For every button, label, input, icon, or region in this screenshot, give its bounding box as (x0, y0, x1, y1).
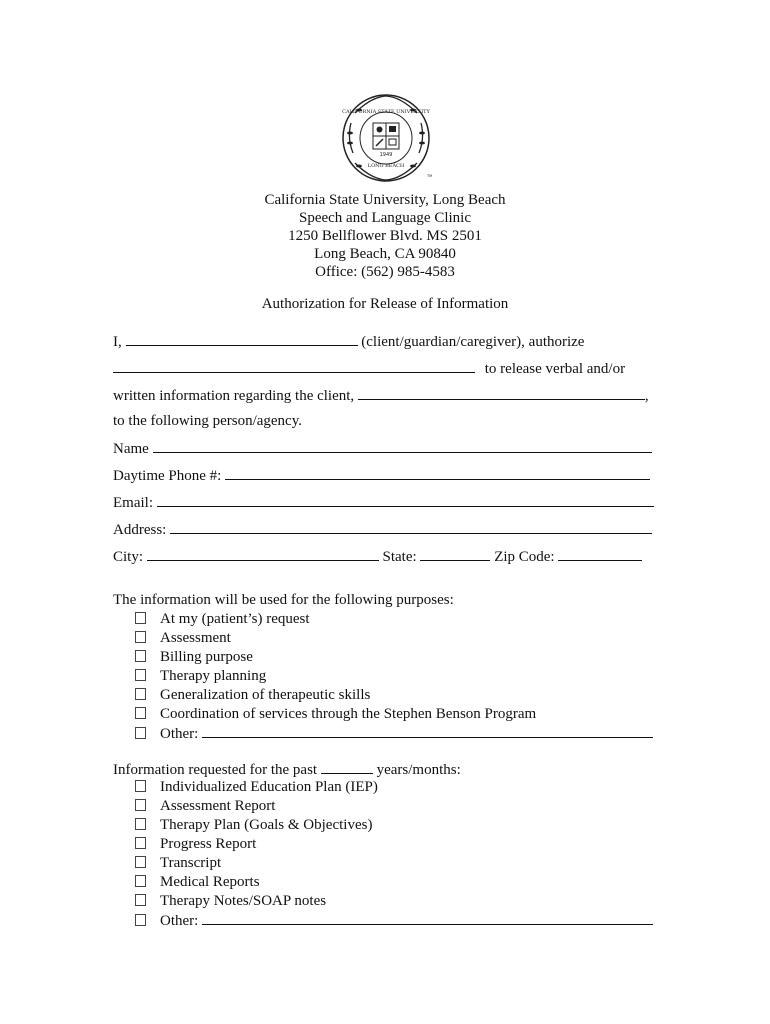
requested-checkbox[interactable] (135, 799, 146, 811)
requested-item (135, 854, 221, 872)
requested-checkbox[interactable] (135, 856, 146, 868)
purpose-checkbox[interactable] (135, 688, 146, 700)
requested-label: Progress Report (160, 836, 257, 852)
release-suffix: to release verbal and/or (484, 361, 626, 377)
requested-label: Therapy Plan (Goals & Objectives) (160, 817, 373, 833)
authorize-prefix: I, (113, 334, 122, 350)
purpose-item (135, 610, 310, 628)
purpose-checkbox[interactable] (135, 650, 146, 662)
requested-item (135, 778, 378, 796)
client-name-field[interactable] (126, 332, 358, 346)
purpose-label: Therapy planning (160, 668, 267, 684)
city-row (113, 547, 642, 566)
phone-row (113, 466, 650, 485)
requested-prefix: Information requested for the past (113, 762, 318, 778)
requested-label: Individualized Education Plan (IEP) (160, 779, 378, 795)
city-label: City: (113, 549, 144, 565)
requested-item (135, 892, 326, 910)
requested-item (135, 835, 256, 853)
authorize-suffix: (client/guardian/caregiver), authorize (361, 334, 585, 350)
requested-label: Therapy Notes/SOAP notes (160, 893, 327, 909)
address-line-1: 1250 Bellflower Blvd. MS 2501 (288, 228, 482, 244)
requested-item (135, 816, 372, 834)
requested-label: Transcript (160, 855, 222, 871)
purpose-label: Other: (160, 726, 199, 742)
email-label: Email: (113, 495, 153, 511)
requested-checkbox[interactable] (135, 894, 146, 906)
purpose-item (135, 705, 536, 723)
zip-field[interactable] (558, 547, 642, 561)
requested-item (135, 797, 275, 815)
university-seal (341, 93, 431, 183)
purpose-checkbox[interactable] (135, 727, 146, 739)
client-suffix: , (644, 388, 649, 404)
state-field[interactable] (420, 547, 490, 561)
requested-label: Other: (160, 913, 199, 929)
name-row (113, 439, 652, 458)
authorized-party-field[interactable] (113, 359, 475, 373)
client-prefix: written information regarding the client, (113, 388, 355, 404)
zip-label: Zip Code: (494, 549, 555, 565)
requested-item-other (135, 911, 653, 930)
seal-bottom-text: LONG BEACH (367, 163, 405, 169)
address-line-2: Long Beach, CA 90840 (314, 246, 456, 262)
purpose-item (135, 667, 266, 685)
recipient-intro: to the following person/agency. (113, 413, 302, 429)
client-line (113, 386, 649, 405)
authorize-line (113, 332, 584, 351)
period-field[interactable] (321, 760, 373, 774)
purpose-item (135, 686, 370, 704)
requested-checkbox[interactable] (135, 837, 146, 849)
seal-top-text: CALIFORNIA STATE UNIVERSITY (342, 109, 430, 115)
purpose-checkbox[interactable] (135, 707, 146, 719)
requested-other-field[interactable] (202, 911, 653, 925)
purpose-label: Billing purpose (160, 649, 253, 665)
requested-checkbox[interactable] (135, 875, 146, 887)
purpose-item-other (135, 724, 653, 743)
release-line (113, 359, 625, 378)
purpose-other-field[interactable] (202, 724, 653, 738)
purposes-heading: The information will be used for the following purposes: (113, 592, 454, 608)
requested-suffix: years/months: (376, 762, 461, 778)
name-label: Name (113, 441, 149, 457)
form-title: Authorization for Release of Information (261, 296, 509, 312)
city-field[interactable] (147, 547, 379, 561)
requested-item (135, 873, 260, 891)
purpose-item (135, 629, 231, 647)
purpose-item (135, 648, 253, 666)
client-field[interactable] (358, 386, 645, 400)
requested-checkbox[interactable] (135, 818, 146, 830)
clinic-name: Speech and Language Clinic (298, 210, 472, 226)
address-field[interactable] (170, 520, 652, 534)
purpose-label: Generalization of therapeutic skills (160, 687, 371, 703)
purpose-label: Assessment (160, 630, 231, 646)
requested-label: Medical Reports (160, 874, 260, 890)
address-label: Address: (113, 522, 167, 538)
purpose-checkbox[interactable] (135, 612, 146, 624)
requested-checkbox[interactable] (135, 914, 146, 926)
seal-tm: TM (427, 174, 433, 178)
email-field[interactable] (157, 493, 654, 507)
university-name: California State University, Long Beach (264, 192, 506, 208)
office-phone: Office: (562) 985-4583 (315, 264, 455, 280)
requested-heading (113, 760, 461, 779)
address-row (113, 520, 652, 539)
seal-year: 1949 (379, 152, 393, 158)
purpose-label: Coordination of services through the Stephen Benson Program (160, 706, 537, 722)
email-row (113, 493, 654, 512)
name-field[interactable] (153, 439, 652, 453)
purpose-checkbox[interactable] (135, 669, 146, 681)
requested-checkbox[interactable] (135, 780, 146, 792)
phone-field[interactable] (225, 466, 650, 480)
phone-label: Daytime Phone #: (113, 468, 222, 484)
purpose-label: At my (patient’s) request (160, 611, 310, 627)
purpose-checkbox[interactable] (135, 631, 146, 643)
state-label: State: (382, 549, 417, 565)
requested-label: Assessment Report (160, 798, 276, 814)
